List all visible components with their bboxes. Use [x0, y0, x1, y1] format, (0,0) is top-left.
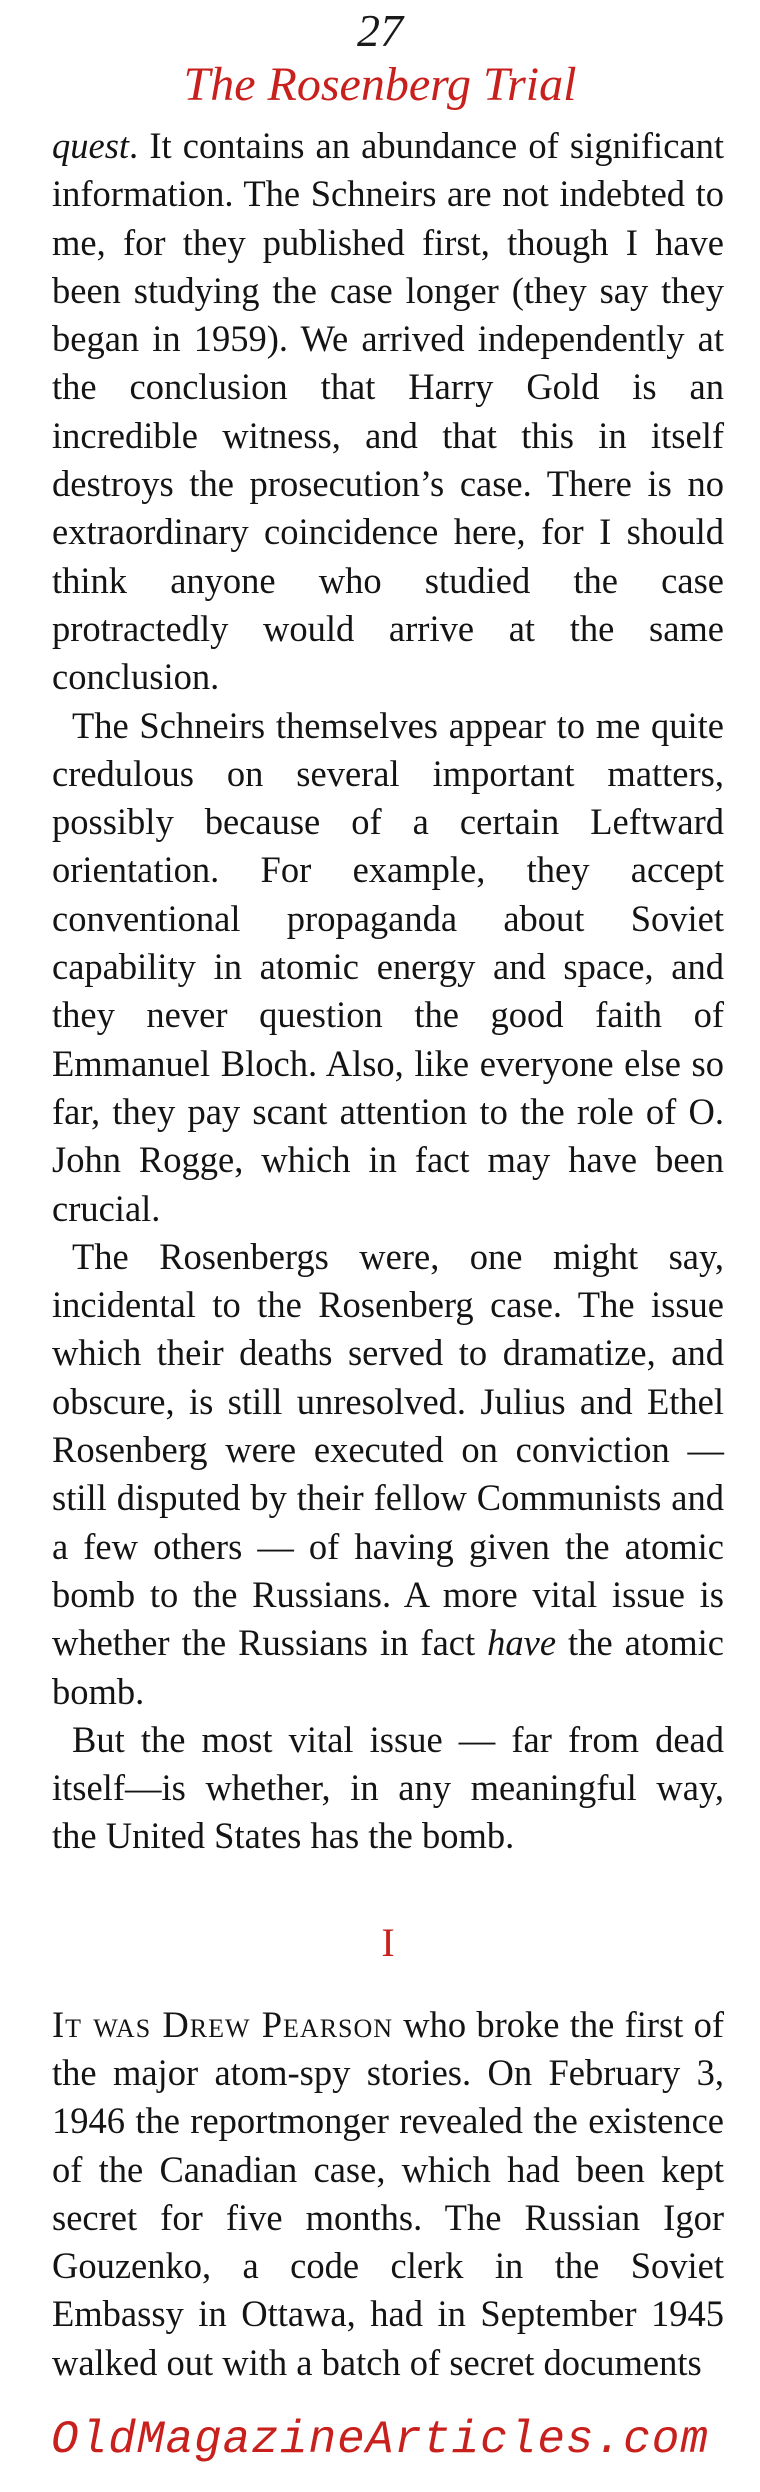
paragraph-1-text: . It contains an abundance of significant information. The Schneirs are not indebted to me, for they published first, though I have been studying the case longer (they say they began in 1959). We arrived independently at the conclusion that Harry Gold is an incredible witness, and that this in itself destroys the prosecution’s case. There is no extraordinary coincidence here, for I should think anyone who studied the case protractedly would arrive at the same conclusion. — [52, 125, 724, 698]
emphasis-word: have — [487, 1622, 557, 1664]
article-body — [52, 122, 724, 2387]
paragraph-1 — [52, 122, 724, 702]
paragraph-5-text: who broke the first of the major atom-spy stories. On February 3, 1946 the reportmonger revealed the existence of the Canadian case, which had been kept secret for five months. The Russian Igor Gouzenko, a code clerk in the Soviet Embassy in Ottawa, had in September 1945 walked out with a batch of secret documents — [52, 2003, 724, 2383]
section-numeral: I — [381, 1919, 395, 1965]
page-number: 27 — [357, 5, 403, 56]
paragraph-3-text-end: the atomic bomb. — [52, 1622, 724, 1712]
site-watermark: OldMagazineArticles.com — [51, 2414, 709, 2466]
paragraph-3-text-start: The Rosenbergs were, one might say, incidental to the Rosenberg case. The issue which their deaths served to dramatize, and obscure, is still unresolved. Julius and Ethel Rosenberg were executed on conviction — still disputed by their fellow Communists and a few others — of having given the atomic bomb to the Russians. A more vital issue is whether the Russians in fact — [52, 1235, 724, 1664]
paragraph-3 — [52, 1233, 724, 1716]
paragraph-4: But the most vital issue — far from dead itself—is whether, in any meaningful way, the United States has the bomb. — [52, 1718, 724, 1857]
page-footer — [0, 2410, 760, 2470]
article-title: The Rosenberg Trial — [183, 58, 577, 111]
page-header — [0, 0, 760, 114]
paragraph-5-lead: It was Drew Pearson — [52, 2003, 394, 2045]
italic-word: quest — [52, 125, 130, 166]
paragraph-2: The Schneirs themselves appear to me quite credulous on several important matters, possibly because of a certain Leftward orientation. For example, they accept conventional propaganda about Soviet capability in atomic energy and space, and they never question the good faith of Emmanuel Bloch. Also, like everyone else so far, they pay scant attention to the role of O. John Rogge, which in fact may have been crucial. — [52, 704, 724, 1229]
paragraph-5 — [52, 2001, 724, 2387]
